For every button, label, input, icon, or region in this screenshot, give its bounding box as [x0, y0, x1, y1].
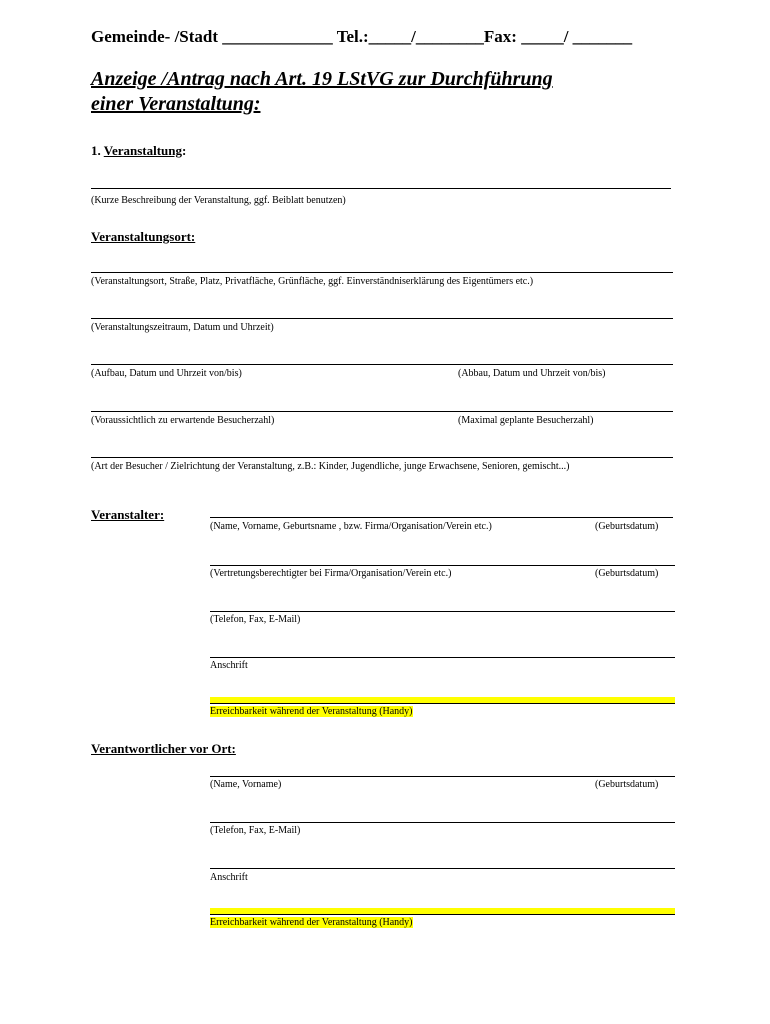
caption-vertreter: (Vertretungsberechtigter bei Firma/Organisation/Verein etc.)	[210, 568, 452, 579]
section-title: Veranstaltung	[103, 143, 183, 158]
input-line-veranstalter-anschrift[interactable]	[210, 657, 675, 658]
caption-veranstalter-geburtsdatum: (Geburtsdatum)	[595, 521, 659, 532]
caption-verantwortlicher-handy	[210, 917, 413, 928]
caption-zeitraum: (Veranstaltungszeitraum, Datum und Uhrzeit)	[91, 322, 274, 333]
input-line-veranstalter-name[interactable]	[210, 517, 673, 518]
input-line-art-besucher[interactable]	[91, 457, 673, 458]
caption-verantwortlicher-telefon: (Telefon, Fax, E-Mail)	[210, 825, 301, 836]
caption-besucherzahl: (Voraussichtlich zu erwartende Besucherzahl)	[91, 415, 275, 426]
caption-art-besucher: (Art der Besucher / Zielrichtung der Veranstaltung, z.B.: Kinder, Jugendliche, junge Erwachsene, Senioren, gemischt...)	[91, 461, 570, 472]
caption-beschreibung: (Kurze Beschreibung der Veranstaltung, ggf. Beiblatt benutzen)	[91, 195, 346, 206]
input-line-veranstalter-telefon[interactable]	[210, 611, 675, 612]
section-veranstaltung-heading	[91, 143, 186, 159]
caption-vertreter-geburtsdatum: (Geburtsdatum)	[595, 568, 659, 579]
section-verantwortlicher-heading: Verantwortlicher vor Ort:	[91, 741, 236, 756]
document-title-line1: Anzeige /Antrag nach Art. 19 LStVG zur Durchführung	[91, 68, 553, 90]
section-number: 1.	[91, 143, 101, 158]
header-contact-line: Gemeinde- /Stadt _____________ Tel.:_____/________Fax: _____/ _______	[91, 27, 633, 46]
highlighted-text: Erreichbarkeit während der Veranstaltung (Handy)	[210, 706, 413, 717]
caption-veranstalter-name: (Name, Vorname, Geburtsname , bzw. Firma/Organisation/Verein etc.)	[210, 521, 492, 532]
input-line-verantwortlicher-anschrift[interactable]	[210, 868, 675, 869]
highlighted-text: Erreichbarkeit während der Veranstaltung (Handy)	[210, 917, 413, 928]
input-line-besucherzahl[interactable]	[91, 411, 673, 412]
caption-verantwortlicher-name: (Name, Vorname)	[210, 779, 282, 790]
document-title-line2: einer Veranstaltung:	[91, 93, 261, 115]
caption-veranstalter-anschrift: Anschrift	[210, 660, 248, 671]
caption-ort: (Veranstaltungsort, Straße, Platz, Privatfläche, Grünfläche, ggf. Einverständniserklärung des Eigentümers etc.)	[91, 276, 534, 287]
section-veranstalter-heading: Veranstalter:	[91, 507, 165, 522]
caption-abbau: (Abbau, Datum und Uhrzeit von/bis)	[458, 368, 606, 379]
caption-verantwortlicher-geburtsdatum: (Geburtsdatum)	[595, 779, 659, 790]
input-line-veranstalter-handy[interactable]	[210, 697, 675, 704]
caption-verantwortlicher-anschrift: Anschrift	[210, 872, 248, 883]
input-line-verantwortlicher-telefon[interactable]	[210, 822, 675, 823]
caption-veranstalter-handy	[210, 706, 413, 717]
input-line-verantwortlicher-handy[interactable]	[210, 908, 675, 915]
input-line-aufbau-abbau[interactable]	[91, 364, 673, 365]
input-line-beschreibung[interactable]	[91, 188, 671, 189]
input-line-vertreter[interactable]	[210, 565, 675, 566]
section-colon: :	[182, 143, 187, 158]
input-line-zeitraum[interactable]	[91, 318, 673, 319]
input-line-ort[interactable]	[91, 272, 673, 273]
caption-aufbau: (Aufbau, Datum und Uhrzeit von/bis)	[91, 368, 242, 379]
input-line-verantwortlicher-name[interactable]	[210, 776, 675, 777]
section-ort-heading: Veranstaltungsort:	[91, 229, 196, 244]
caption-veranstalter-telefon: (Telefon, Fax, E-Mail)	[210, 614, 301, 625]
caption-max-besucherzahl: (Maximal geplante Besucherzahl)	[458, 415, 594, 426]
